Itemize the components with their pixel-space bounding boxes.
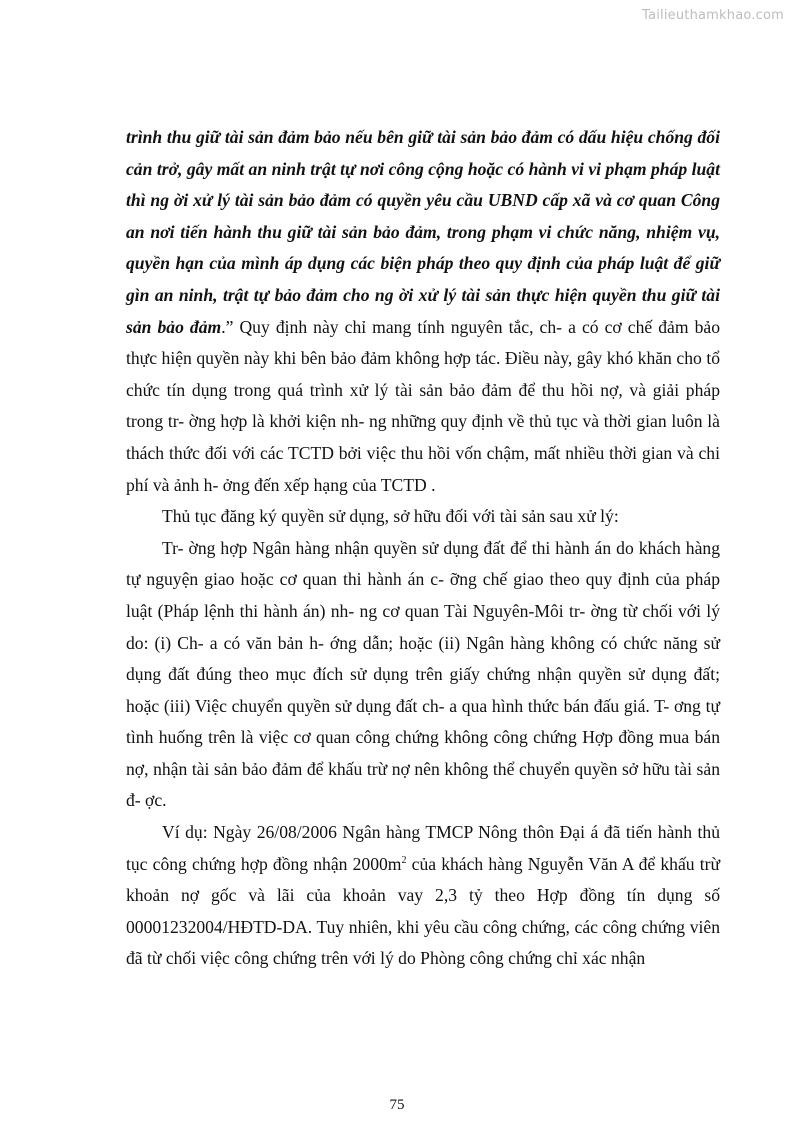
paragraph-4-start: Ví dụ: Ngày 26/08/2006 Ngân hàng TMCP Nông thôn Đại á đã tiến hành thủ tục công chứng hợp đồng nhận 2000m: [126, 822, 720, 874]
watermark: Tailieuthamkhao.com: [642, 8, 784, 23]
superscript: 2: [401, 854, 407, 866]
paragraph-4: [126, 817, 720, 975]
paragraph-2: Thủ tục đăng ký quyền sử dụng, sở hữu đối với tài sản sau xử lý:: [162, 506, 619, 527]
document-body: [126, 122, 720, 975]
paragraph-3: Tr- ờng hợp Ngân hàng nhận quyền sử dụng đất để thi hành án do khách hàng tự nguyện giao hoặc cơ quan thi hành án c- ỡng chế giao theo quy định của pháp luật (Pháp lệnh thi hành án) nh- ng cơ quan Tài Nguyên-Môi tr- ờng từ chối với lý do: (i) Ch- a có văn bản h- ớng dẫn; hoặc (ii) Ngân hàng không có chức năng sử dụng đất đúng theo mục đích sử dụng trên giấy chứng nhận quyền sử dụng đất; hoặc (iii) Việc chuyển quyền sử dụng đất ch- a qua hình thức bán đấu giá. T- ơng tự tình huống trên là việc cơ quan công chứng không công chứng Hợp đồng mua bán nợ, nhận tài sản bảo đảm để khấu trừ nợ nên không thể chuyển quyền sở hữu tài sản đ- ợc.: [126, 537, 720, 811]
paragraph-4-end: của khách hàng Nguyễn Văn A để khấu trừ khoản nợ gốc và lãi của khoản vay 2,3 tỷ theo Hợp đồng tín dụng số 00001232004/HĐTD-DA. Tuy nhiên, khi yêu cầu công chứng, các công chứng viên đã từ chối việc công chứng trên với lý do Phòng công chứng chỉ xác nhận: [126, 853, 720, 969]
paragraph-1: [126, 122, 720, 501]
quoted-regulation: trình thu giữ tài sản đảm bảo nếu bên giữ tài sản bảo đảm có dấu hiệu chống đối cản trở, gây mất an ninh trật tự nơi công cộng hoặc có hành vi vi phạm pháp luật thì ng ời xử lý tài sản bảo đảm có quyền yêu cầu UBND cấp xã và cơ quan Công an nơi tiến hành thu giữ tài sản bảo đảm, trong phạm vi chức năng, nhiệm vụ, quyền hạn của mình áp dụng các biện pháp theo quy định của pháp luật để giữ gìn an ninh, trật tự bảo đảm cho ng ời xử lý tài sản thực hiện quyền thu giữ tài sản bảo đảm: [126, 127, 720, 337]
page-number: 75: [389, 1097, 405, 1113]
paragraph-1-text: .” Quy định này chỉ mang tính nguyên tắc, ch- a có cơ chế đảm bảo thực hiện quyền này khi bên bảo đảm không hợp tác. Điều này, gây khó khăn cho tổ chức tín dụng trong quá trình xử lý tài sản bảo đảm để thu hồi nợ, và giải pháp trong tr- ờng hợp là khởi kiện nh- ng những quy định về thủ tục và thời gian luôn là thách thức đối với các TCTD bởi việc thu hồi vốn chậm, mất nhiều thời gian và chi phí và ảnh h- ởng đến xếp hạng của TCTD .: [126, 316, 720, 495]
